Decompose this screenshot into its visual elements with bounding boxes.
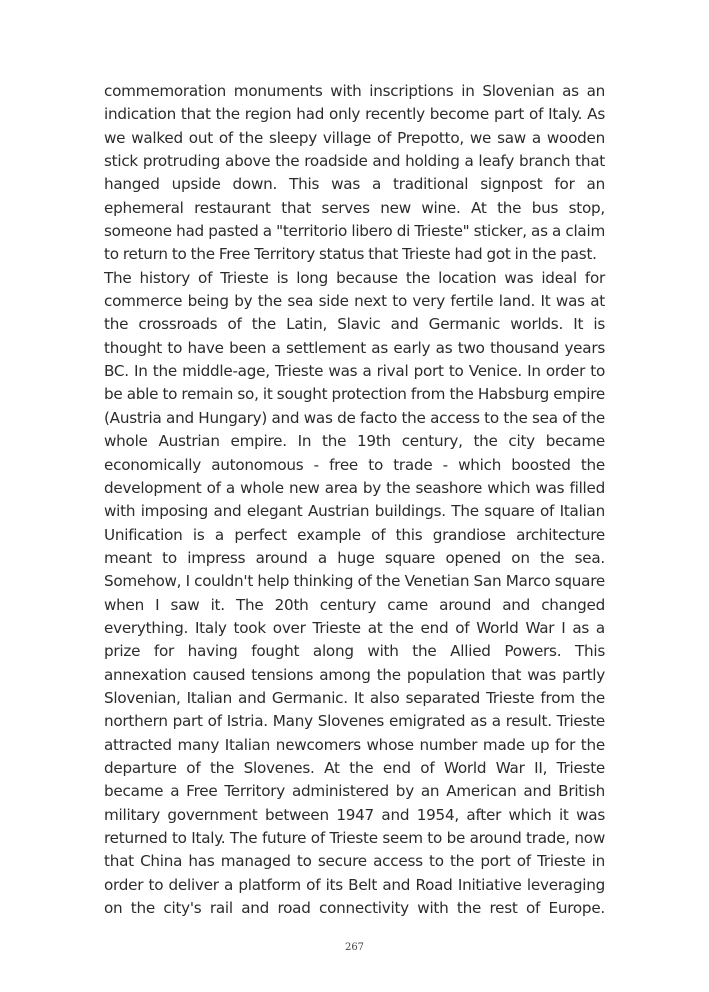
page-number: 267: [344, 942, 365, 953]
body-text: [104, 80, 605, 920]
paragraph-trieste-history: The history of Trieste is long because the location was ideal for commerce being by the sea side next to very fertile land. It was at the crossroads of the Latin, Slavic and Germanic worlds. It is thought to have been a settlement as early as two thousand years BC. In the middle-age, Trieste was a rival port to Venice. In order to be able to remain so, it sought protection from the Habsburg empire (Austria and Hungary) and was de facto the access to the sea of the whole Austrian empire. In the 19th century, the city became economically autonomous - free to trade - which boosted the development of a whole new area by the seashore which was filled with imposing and elegant Austrian buildings. The square of Italian Unification is a perfect example of this grandiose architecture meant to impress around a huge square opened on the sea. Somehow, I couldn't help thinking of the Venetian San Marco square when I saw it. The 20th century came around and changed everything. Italy took over Trieste at the end of World War I as a prize for having fought along with the Allied Powers. This annexation caused tensions among the population that was partly Slovenian, Italian and Germanic. It also separated Trieste from the northern part of Istria. Many Slovenes emigrated as a result. Trieste attracted many Italian newcomers whose number made up for the departure of the Slovenes. At the end of World War II, Trieste became a Free Territory administered by an American and British military government between 1947 and 1954, after which it was returned to Italy. The future of Trieste seem to be around trade, now that China has managed to secure access to the port of Trieste in order to deliver a platform of its Belt and Road Initiative leveraging on the city's rail and road connectivity with the rest of Europe.: [104, 268, 605, 918]
paragraph-prepotto: commemoration monuments with inscriptions in Slovenian as an indication that the region had only recently become part of Italy. As we walked out of the sleepy village of Prepotto, we saw a wooden stick protruding above the roadside and holding a leafy branch that hanged upside down. This was a traditional signpost for an ephemeral restaurant that serves new wine. At the bus stop, someone had pasted a "territorio libero di Trieste" sticker, as a claim to return to the Free Territory status that Trieste had got in the past.: [104, 82, 605, 264]
